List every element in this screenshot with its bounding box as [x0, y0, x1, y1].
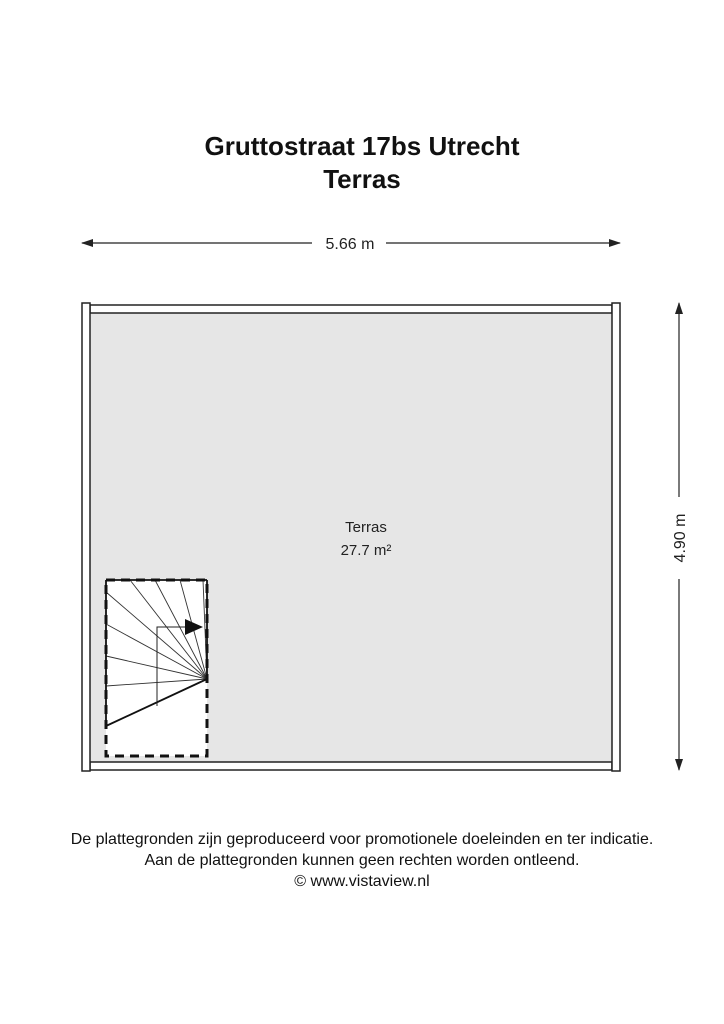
width-dimension: [82, 236, 620, 253]
plan-title: Gruttostraat 17bs Utrecht: [204, 131, 520, 161]
plan-subtitle: Terras: [323, 164, 401, 194]
disclaimer-line-1: De plattegronden zijn geproduceerd voor promotionele doeleinden en ter indicatie.: [70, 831, 654, 848]
stair-icon: [106, 580, 207, 756]
depth-label: 4.90 m: [672, 513, 689, 563]
room-name: Terras: [345, 519, 387, 536]
depth-dimension: [672, 303, 689, 770]
copyright: © www.vistaview.nl: [294, 873, 430, 890]
room-area: 27.7 m²: [340, 542, 392, 559]
disclaimer-line-2: Aan de plattegronden kunnen geen rechten worden ontleend.: [144, 852, 580, 869]
width-label: 5.66 m: [325, 236, 375, 253]
